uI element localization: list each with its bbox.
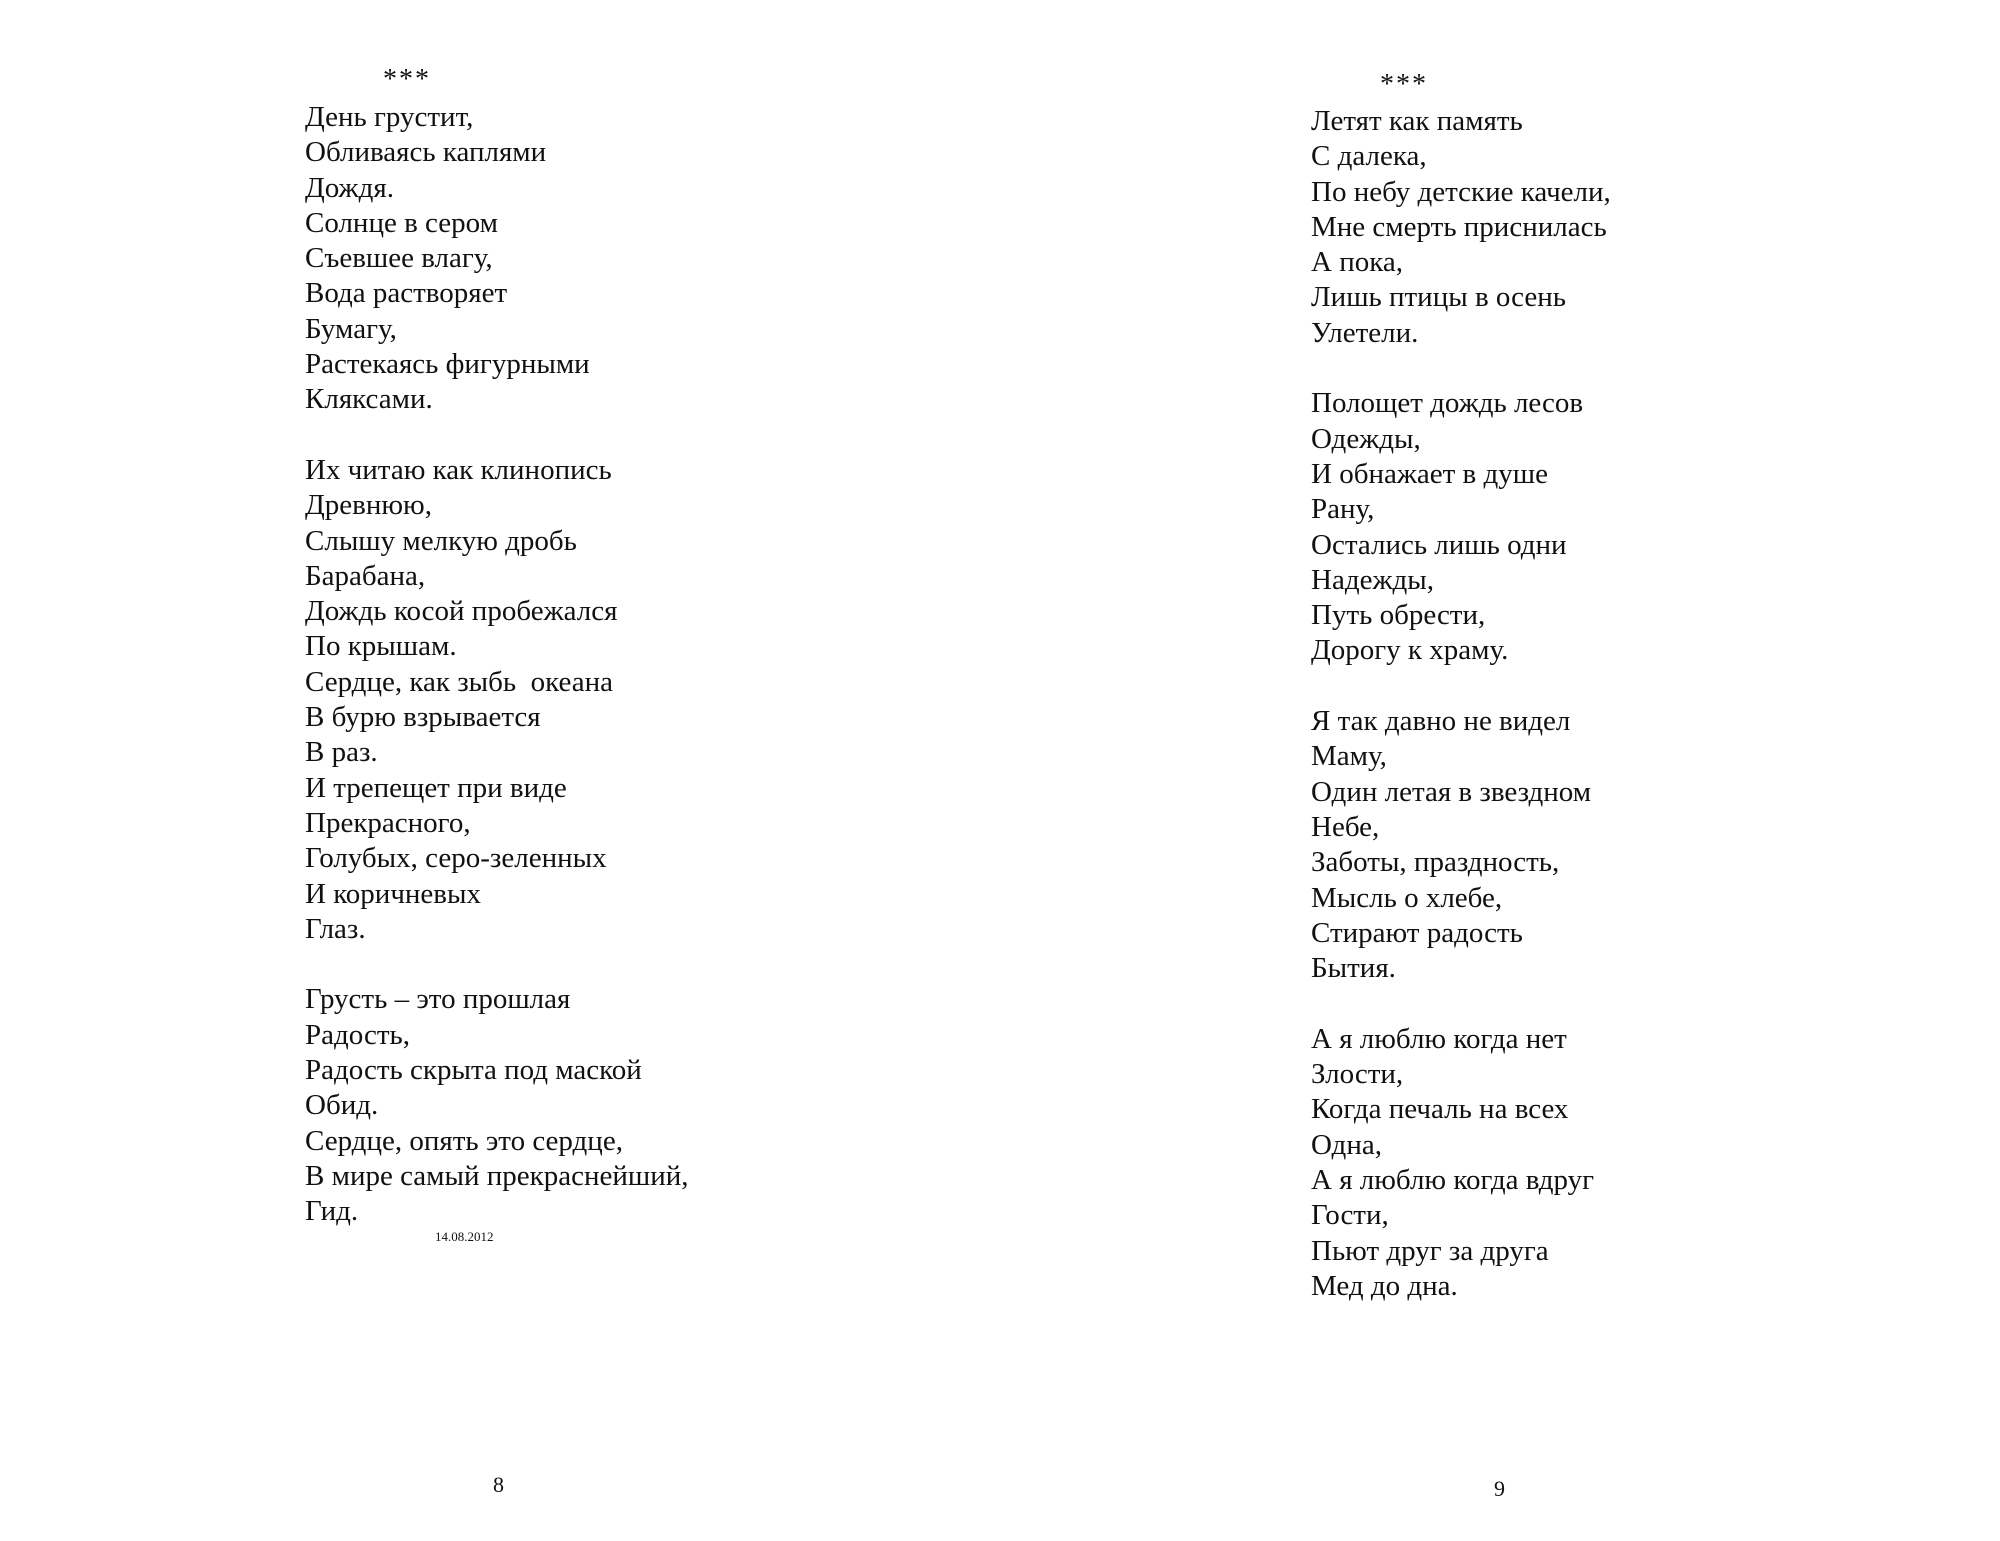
poem-line: Голубых, серо-зеленных (305, 842, 607, 875)
poem-line: Когда печаль на всех (1311, 1093, 1569, 1126)
poem-line: Полощет дождь лесов (1311, 387, 1584, 420)
poem-line: Улетели. (1311, 316, 1419, 349)
poem-line: Злости, (1311, 1058, 1404, 1091)
poem-line: Съевшее влагу, (305, 242, 493, 275)
poem-line: Одежды, (1311, 422, 1421, 455)
poem-line: Их читаю как клинопись (305, 453, 612, 486)
page-number: 8 (493, 1472, 504, 1497)
poem-line: Заботы, праздность, (1311, 846, 1560, 879)
poem-separator: *** (383, 64, 431, 95)
poem-line: Летят как память (1311, 105, 1523, 137)
poem-line: Прекрасного, (305, 806, 471, 839)
poem-line: Пьют друг за друга (1311, 1234, 1549, 1267)
poem-line: Обид. (305, 1089, 379, 1122)
poem-line: Небе, (1311, 810, 1380, 843)
poem-line: Дождя. (305, 171, 394, 204)
stanza (1311, 704, 1611, 986)
poem-line: Растекаясь фигурными (305, 348, 590, 381)
stanza (305, 453, 689, 947)
poem-line: Мысль о хлебе, (1311, 881, 1503, 914)
poem-line: Радость скрыта под маской (305, 1054, 642, 1087)
poem-line: Бумагу, (305, 312, 397, 345)
poem-line: А пока, (1311, 246, 1403, 279)
poem-line: И коричневых (305, 877, 481, 910)
poem-text (1311, 104, 1611, 1339)
right-page (1000, 0, 2000, 1541)
poem-line: Один летая в звездном (1311, 775, 1592, 808)
poem-line: По небу детские качели, (1311, 175, 1611, 208)
poem-line: Вода растворяет (305, 277, 508, 310)
poem-line: И обнажает в душе (1311, 457, 1548, 490)
poem-line: Рану, (1311, 493, 1375, 526)
poem-line: Обливаясь каплями (305, 136, 547, 169)
poem-line: Мне смерть приснилась (1311, 210, 1607, 243)
poem-line: Дорогу к храму. (1311, 634, 1509, 667)
poem-line: Дождь косой пробежался (305, 595, 618, 628)
poem-line: В бурю взрывается (305, 701, 541, 734)
poem-line: Лишь птицы в осень (1311, 281, 1566, 314)
poem-line: Барабана, (305, 559, 426, 592)
stanza (1311, 386, 1611, 668)
poem-line: Стирают радость (1311, 916, 1523, 949)
poem-line: А я люблю когда нет (1311, 1022, 1567, 1055)
poem-line: И трепещет при виде (305, 771, 567, 804)
poem-line: Радость, (305, 1018, 410, 1051)
poem-line: Одна, (1311, 1128, 1382, 1161)
poem-line: В раз. (305, 736, 378, 769)
poem-line: Надежды, (1311, 563, 1434, 596)
poem-line: А я люблю когда вдруг (1311, 1163, 1595, 1196)
stanza (1311, 104, 1611, 351)
poem-line: Слышу мелкую дробь (305, 524, 577, 557)
page-number: 9 (1494, 1476, 1505, 1501)
poem-line: Гости, (1311, 1199, 1389, 1232)
poem-date: 14.08.2012 (435, 1229, 494, 1244)
poem-line: Остались лишь одни (1311, 528, 1567, 561)
poem-line: Сердце, как зыбь океана (305, 665, 613, 698)
poem-line: Солнце в сером (305, 206, 498, 239)
poem-line: Гид. (305, 1195, 359, 1228)
poem-line: С далека, (1311, 140, 1427, 173)
poem-line: По крышам. (305, 630, 457, 663)
poem-separator: *** (1380, 69, 1428, 100)
poem-line: В мире самый прекраснейший, (305, 1159, 689, 1192)
poem-line: Глаз. (305, 912, 366, 945)
stanza (305, 982, 689, 1229)
poem-line: Путь обрести, (1311, 599, 1486, 632)
stanza (305, 100, 689, 418)
stanza (1311, 1022, 1611, 1304)
poem-line: Я так давно не видел (1311, 705, 1571, 738)
poem-line: Мед до дна. (1311, 1269, 1458, 1302)
poem-line: Грусть – это прошлая (305, 983, 571, 1016)
poem-line: Кляксами. (305, 383, 433, 416)
poem-line: Сердце, опять это сердце, (305, 1124, 623, 1157)
poem-line: День грустит, (305, 101, 474, 133)
poem-line: Маму, (1311, 740, 1387, 773)
poem-line: Древнюю, (305, 489, 432, 522)
poem-line: Бытия. (1311, 952, 1396, 985)
poem-text (305, 100, 689, 1265)
